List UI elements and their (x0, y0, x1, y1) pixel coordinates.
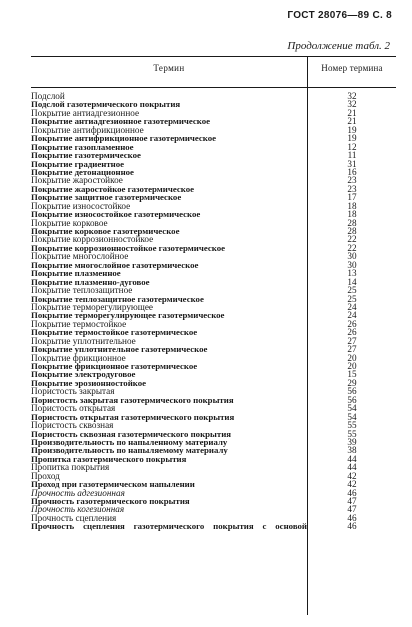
term-cell: Покрытие теплозащитное газотермическое (31, 293, 204, 304)
term-number-cell: 13 (347, 268, 357, 279)
table-top-rule (31, 56, 396, 57)
term-cell: Проход (31, 470, 60, 481)
term-cell: Производительность по напыленному материалу (31, 436, 228, 447)
column-header-number: Номер термина (321, 63, 383, 73)
term-number-cell: 55 (347, 428, 357, 439)
term-cell: Подслой (31, 91, 65, 101)
term-number-cell: 56 (347, 394, 357, 405)
term-number-cell: 15 (347, 369, 357, 380)
term-cell: Подслой газотермического покрытия (31, 99, 181, 110)
term-number-cell: 26 (347, 318, 357, 329)
term-number-cell: 32 (347, 91, 357, 101)
term-cell: Пористость открытая (31, 403, 116, 414)
term-number-cell: 28 (347, 226, 357, 236)
term-number-cell: 42 (347, 470, 357, 481)
term-cell: Покрытие фрикционное (31, 352, 126, 363)
term-number-cell: 19 (347, 133, 357, 144)
term-cell: Пропитка покрытия (31, 462, 110, 473)
term-number-cell: 23 (347, 183, 357, 194)
term-number-cell: 29 (347, 377, 357, 388)
term-number-cell: 56 (347, 386, 357, 397)
term-number-cell: 21 (347, 116, 357, 127)
term-number-cell: 46 (347, 487, 357, 498)
term-number-cell: 44 (347, 453, 357, 464)
term-cell: Покрытие корковое газотермическое (31, 226, 180, 236)
term-number-cell: 47 (347, 496, 357, 506)
term-number-cell: 54 (347, 403, 357, 414)
term-number-cell: 39 (347, 436, 357, 447)
table-body (31, 92, 396, 531)
term-cell: Покрытие градиентное (31, 158, 125, 169)
term-number-cell: 20 (347, 352, 357, 363)
page-header: ГОСТ 28076—89 С. 8 (287, 10, 392, 21)
term-cell: Покрытие газопламенное (31, 141, 134, 152)
term-cell: Покрытие антиадгезионное газотермическое (31, 116, 211, 127)
term-cell: Покрытие плазменное (31, 268, 121, 279)
column-header-term: Термин (153, 63, 185, 73)
term-cell: Проход при газотермическом напылении (31, 479, 195, 490)
term-cell: Покрытие уплотнительное газотермическое (31, 344, 208, 355)
term-number-cell: 26 (347, 327, 357, 338)
term-number-cell: 22 (347, 242, 357, 253)
term-cell: Покрытие антифрикционное (31, 124, 144, 135)
term-cell: Прочность газотермического покрытия (31, 496, 190, 506)
term-number-cell: 18 (347, 200, 357, 211)
term-number-cell: 47 (347, 504, 357, 515)
term-cell: Покрытие уплотнительное (31, 335, 136, 346)
term-number-cell: 54 (347, 411, 357, 422)
term-number-cell: 21 (347, 107, 357, 118)
term-cell: Покрытие терморегулирующее газотермическое (31, 310, 225, 321)
term-cell: Покрытие электродуговое (31, 369, 136, 380)
term-cell: Покрытие терморегулирующее (31, 301, 154, 312)
term-number-cell: 30 (347, 259, 357, 270)
term-number-cell: 55 (347, 420, 357, 431)
term-number-cell: 14 (347, 276, 357, 287)
term-number-cell: 38 (347, 445, 357, 456)
term-cell: Покрытие антиадгезионное (31, 107, 140, 118)
term-number-cell: 20 (347, 361, 357, 371)
term-number-cell: 18 (347, 209, 357, 220)
term-cell: Покрытие жаростойкое газотермическое (31, 183, 194, 194)
term-cell: Покрытие жаростойкое (31, 175, 123, 186)
term-cell: Покрытие износостойкое (31, 200, 131, 211)
table-continuation-note: Продолжение табл. 2 (287, 40, 390, 52)
table-header-rule (31, 87, 396, 88)
term-cell: Пористость закрытая газотермического покрытия (31, 394, 234, 405)
term-cell: Покрытие износостойкое газотермическое (31, 209, 201, 220)
term-cell: Покрытие газотермическое (31, 150, 141, 161)
term-cell: Прочность сцепления газотермического покрытия с основой (31, 521, 307, 532)
term-number-cell: 24 (347, 301, 357, 312)
term-number-cell: 25 (347, 285, 357, 296)
term-cell: Пропитка газотермического покрытия (31, 453, 187, 464)
term-number-cell: 44 (347, 462, 357, 473)
term-cell: Прочность адгезионная (31, 487, 125, 498)
term-cell: Прочность сцепления (31, 512, 117, 523)
term-number-cell: 42 (347, 479, 357, 490)
term-cell: Пористость сквозная газотермического покрытия (31, 428, 232, 439)
term-cell: Покрытие многослойное газотермическое (31, 259, 199, 270)
term-number-cell: 27 (347, 335, 357, 346)
term-number-cell: 19 (347, 124, 357, 135)
term-cell: Производительность по напыляемому материалу (31, 445, 228, 456)
terms-table (31, 56, 396, 615)
term-number-cell: 25 (347, 293, 357, 304)
term-number-cell: 24 (347, 310, 357, 321)
term-number-cell: 46 (347, 512, 357, 523)
term-cell: Пористость открытая газотермического покрытия (31, 411, 235, 422)
term-number-cell: 12 (347, 141, 357, 152)
term-cell: Покрытие корковое (31, 217, 108, 228)
term-number-cell: 27 (347, 344, 357, 355)
term-cell: Покрытие антифрикционное газотермическое (31, 133, 217, 144)
term-cell: Покрытие термостойкое газотермическое (31, 327, 198, 338)
term-cell: Покрытие термостойкое (31, 318, 127, 329)
term-number-cell: 32 (347, 99, 357, 110)
term-cell: Покрытие коррозионностойкое (31, 234, 154, 245)
term-cell: Покрытие плазменно-дуговое (31, 276, 150, 287)
term-number-cell: 31 (347, 158, 357, 169)
term-number-cell: 16 (347, 166, 357, 177)
term-cell: Покрытие детонационное (31, 166, 134, 177)
term-number-cell: 30 (347, 251, 357, 262)
term-cell: Прочность когезионная (31, 504, 125, 515)
term-cell: Покрытие теплозащитное (31, 285, 133, 296)
term-cell: Покрытие коррозионностойкое газотермическое (31, 242, 226, 253)
term-cell: Покрытие фрикционное газотермическое (31, 361, 198, 371)
table-row (31, 522, 396, 530)
term-cell: Покрытие многослойное (31, 251, 129, 262)
term-number-cell: 22 (347, 234, 357, 245)
term-cell: Пористость сквозная (31, 420, 114, 431)
term-cell: Покрытие эрозионностойкое (31, 377, 147, 388)
term-number-cell: 11 (347, 150, 357, 161)
term-cell: Пористость закрытая (31, 386, 115, 397)
term-number-cell: 17 (347, 192, 357, 203)
term-number-cell: 46 (347, 521, 357, 532)
term-cell: Покрытие защитное газотермическое (31, 192, 182, 203)
term-number-cell: 28 (347, 217, 357, 228)
term-number-cell: 23 (347, 175, 357, 186)
